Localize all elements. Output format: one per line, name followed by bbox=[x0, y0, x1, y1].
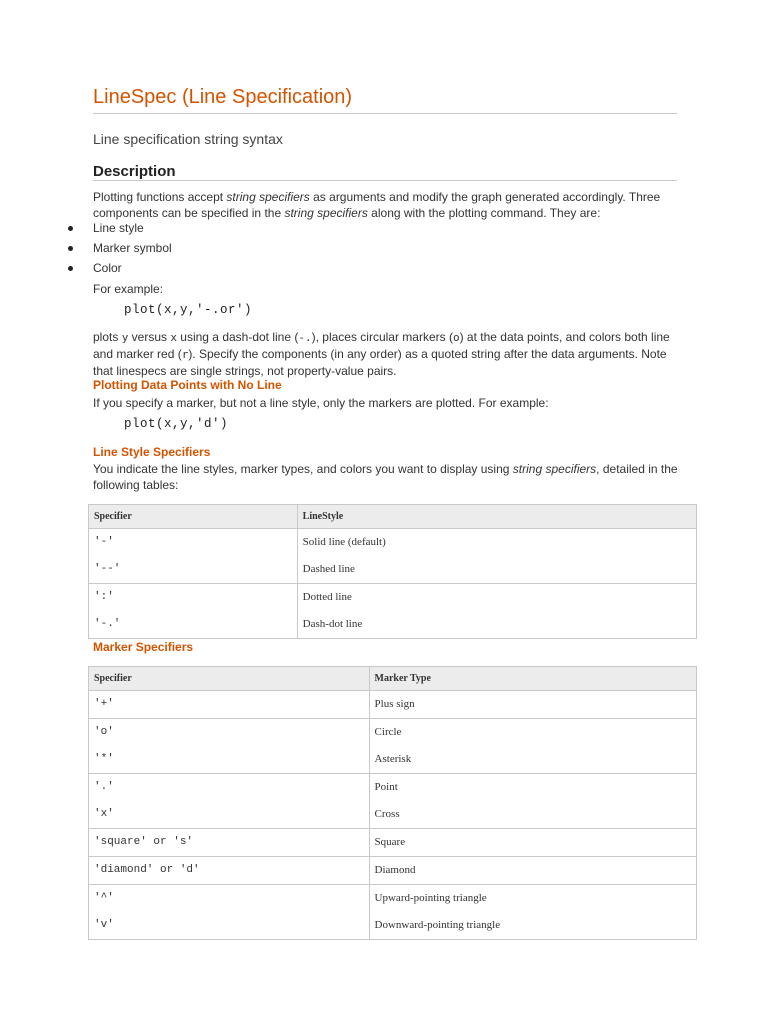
specifier-value: 'v' bbox=[94, 919, 114, 931]
bullet-icon bbox=[68, 226, 73, 231]
marker-table bbox=[88, 666, 697, 940]
code-inline: o bbox=[452, 331, 460, 344]
explain-text: ) at the data points, and colors both line and marker red ( bbox=[93, 330, 670, 361]
intro-paragraph bbox=[93, 189, 683, 221]
table-cell-specifier bbox=[89, 829, 370, 857]
specifier-value: 'square' or 's' bbox=[94, 836, 194, 848]
description-value: Asterisk bbox=[374, 753, 412, 765]
no-line-heading: Plotting Data Points with No Line bbox=[93, 378, 282, 392]
tables-intro-emphasis: string specifiers bbox=[512, 462, 597, 476]
table-row bbox=[89, 829, 697, 857]
specifier-value: '.' bbox=[94, 781, 114, 793]
table-row bbox=[89, 774, 697, 829]
intro-emphasis-1: string specifiers bbox=[226, 190, 310, 204]
specifier-value: 'diamond' or 'd' bbox=[94, 864, 200, 876]
code-example-2: plot(x,y,'d') bbox=[124, 417, 229, 431]
description-divider bbox=[93, 180, 677, 181]
tables-intro-text: , detailed in the following tables: bbox=[93, 462, 678, 492]
description-value: Point bbox=[374, 781, 398, 793]
table-cell-specifier bbox=[89, 529, 298, 584]
specifier-value: '-' bbox=[94, 536, 114, 548]
specifier-value: '*' bbox=[94, 753, 114, 765]
explain-paragraph bbox=[93, 329, 683, 379]
table-header-cell: LineStyle bbox=[297, 505, 696, 529]
table-header-cell: Marker Type bbox=[369, 667, 696, 691]
no-line-paragraph: If you specify a marker, but not a line style, only the markers are plotted. For example: bbox=[93, 396, 549, 410]
tables-intro-text: You indicate the line styles, marker types, and colors you want to display using bbox=[93, 462, 513, 476]
table-cell-specifier bbox=[89, 691, 370, 719]
line-style-heading: Line Style Specifiers bbox=[93, 445, 211, 459]
explain-text: plots bbox=[93, 330, 122, 344]
table-header-cell: Specifier bbox=[89, 667, 370, 691]
intro-text-3: along with the plotting command. They are: bbox=[367, 206, 601, 220]
specifier-value: '-.' bbox=[94, 618, 121, 630]
description-value: Dash-dot line bbox=[302, 618, 363, 630]
list-item-label: Line style bbox=[93, 221, 144, 235]
description-value: Diamond bbox=[374, 864, 416, 876]
code-inline: y bbox=[121, 331, 129, 344]
explain-text: ), places circular markers ( bbox=[311, 330, 453, 344]
list-item-label: Color bbox=[93, 261, 122, 275]
table-cell-specifier bbox=[89, 885, 370, 940]
description-value: Circle bbox=[374, 726, 402, 738]
list-item-label: Marker symbol bbox=[93, 241, 172, 255]
bullet-icon bbox=[68, 266, 73, 271]
table-cell-description bbox=[297, 584, 696, 639]
for-example-label: For example: bbox=[93, 282, 164, 296]
specifier-value: ':' bbox=[94, 591, 114, 603]
list-item bbox=[93, 221, 144, 235]
list-item bbox=[93, 241, 172, 255]
table-header-cell: Specifier bbox=[89, 505, 298, 529]
intro-text-2: as arguments and modify the graph generated accordingly. Three components can be specified in the bbox=[93, 190, 661, 220]
page-subtitle: Line specification string syntax bbox=[93, 131, 283, 147]
table-header-row bbox=[89, 505, 697, 529]
intro-emphasis-2: string specifiers bbox=[284, 206, 368, 220]
table-cell-description bbox=[369, 691, 696, 719]
table-cell-description bbox=[369, 719, 696, 774]
specifier-value: 'x' bbox=[94, 808, 114, 820]
specifier-value: '+' bbox=[94, 698, 114, 710]
table-row bbox=[89, 719, 697, 774]
bullet-icon bbox=[68, 246, 73, 251]
specifier-value: 'o' bbox=[94, 726, 114, 738]
table-row bbox=[89, 885, 697, 940]
list-item bbox=[93, 261, 122, 275]
table-cell-specifier bbox=[89, 774, 370, 829]
code-inline: -. bbox=[298, 331, 312, 344]
explain-text: ). Specify the components (in any order) as a quoted string after the data arguments. Note that linespecs are single strings, not property-value pairs. bbox=[93, 347, 667, 378]
table-cell-specifier bbox=[89, 857, 370, 885]
table-row bbox=[89, 584, 697, 639]
intro-text-1: Plotting functions accept bbox=[93, 190, 227, 204]
table-cell-specifier bbox=[89, 719, 370, 774]
code-inline: r bbox=[181, 348, 189, 361]
description-value: Cross bbox=[374, 808, 400, 820]
description-value: Square bbox=[374, 836, 406, 848]
description-value: Upward-pointing triangle bbox=[374, 892, 487, 904]
table-row bbox=[89, 529, 697, 584]
code-inline: x bbox=[170, 331, 177, 344]
description-value: Plus sign bbox=[374, 698, 415, 710]
table-header-row bbox=[89, 667, 697, 691]
description-heading: Description bbox=[93, 163, 176, 180]
tables-intro-paragraph bbox=[93, 461, 683, 493]
explain-text: using a dash-dot line ( bbox=[176, 330, 299, 344]
line-style-table bbox=[88, 504, 697, 639]
description-value: Dashed line bbox=[302, 563, 355, 575]
specifier-value: '--' bbox=[94, 563, 121, 575]
specifier-value: '^' bbox=[94, 892, 114, 904]
table-cell-description bbox=[369, 885, 696, 940]
page-title: LineSpec (Line Specification) bbox=[93, 86, 353, 108]
description-value: Solid line (default) bbox=[302, 536, 386, 548]
code-example-1: plot(x,y,'-.or') bbox=[124, 303, 253, 317]
explain-text: versus bbox=[128, 330, 171, 344]
table-row bbox=[89, 857, 697, 885]
marker-heading: Marker Specifiers bbox=[93, 640, 194, 654]
table-cell-specifier bbox=[89, 584, 298, 639]
description-value: Dotted line bbox=[302, 591, 352, 603]
table-cell-description bbox=[369, 829, 696, 857]
table-cell-description bbox=[297, 529, 696, 584]
table-cell-description bbox=[369, 857, 696, 885]
description-value: Downward-pointing triangle bbox=[374, 919, 501, 931]
title-divider bbox=[93, 113, 677, 114]
table-cell-description bbox=[369, 774, 696, 829]
table-row bbox=[89, 691, 697, 719]
